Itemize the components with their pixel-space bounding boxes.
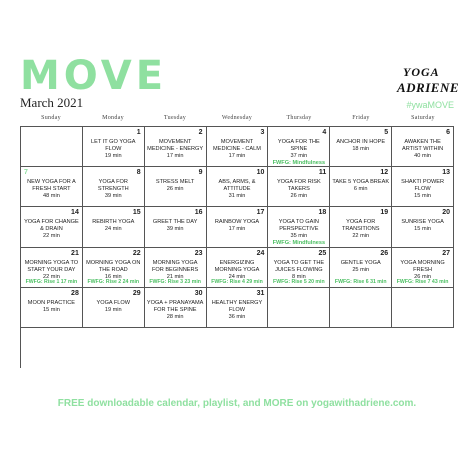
class-info — [270, 219, 327, 247]
day-number: 9 — [198, 169, 203, 177]
calendar-day-cell — [145, 127, 207, 167]
class-duration: 24 min — [104, 226, 122, 233]
class-duration: 25 min — [352, 266, 370, 273]
fwfg-rise-note: FWFG: Rise 7 43 min — [396, 278, 449, 285]
class-info — [23, 179, 80, 200]
day-number: 20 — [442, 209, 450, 217]
class-info — [270, 139, 327, 167]
day-number: 6 — [446, 129, 450, 136]
day-number: 8 — [136, 169, 141, 177]
calendar-day-cell — [83, 127, 145, 167]
weekday-label: Tuesday — [163, 115, 187, 121]
calendar-day-cell — [21, 207, 83, 247]
class-info — [23, 300, 80, 314]
day-number: 26 — [380, 249, 389, 257]
class-info — [85, 139, 142, 160]
class-duration: 8 min — [292, 273, 306, 280]
day-number: 18 — [318, 209, 327, 217]
class-info — [147, 179, 204, 193]
day-number: 21 — [71, 249, 79, 257]
class-name: MORNING YOGA ON THE ROAD — [86, 259, 141, 273]
day-number: 27 — [442, 249, 450, 257]
class-duration: 31 min — [228, 193, 246, 200]
class-duration: 22 min — [43, 273, 60, 280]
class-name: YOGA FOR RISK TAKERS — [276, 179, 321, 193]
class-duration: 22 min — [43, 233, 60, 240]
class-duration: 19 min — [104, 153, 122, 159]
class-name: SHAKTI POWER FLOW — [401, 179, 445, 193]
class-duration: 19 min — [104, 306, 122, 313]
day-number: 28 — [71, 289, 79, 297]
class-info — [332, 179, 389, 193]
day-number: 5 — [384, 129, 389, 136]
fwfg-note: FWFG: Mindfulness — [272, 240, 326, 247]
class-name: GREET THE DAY — [152, 219, 198, 226]
day-number: 19 — [380, 209, 389, 217]
class-duration: 17 min — [228, 153, 246, 159]
class-info — [147, 219, 204, 233]
day-number: 22 — [132, 249, 141, 257]
weekday-label: Saturday — [411, 115, 435, 121]
class-duration: 37 min — [290, 153, 308, 159]
day-number: 7 — [24, 169, 28, 177]
class-duration: 15 min — [43, 306, 60, 313]
calendar-day-cell — [207, 207, 269, 247]
calendar-day-cell — [268, 288, 330, 328]
class-name: LET IT GO YOGA FLOW — [91, 139, 136, 152]
calendar-grid — [20, 126, 454, 368]
calendar-day-cell — [330, 288, 392, 328]
class-duration: 48 min — [43, 193, 60, 200]
fwfg-rise-note: FWFG: Rise 1 17 min — [25, 278, 78, 285]
class-info — [147, 139, 204, 160]
fwfg-rise-note: FWFG: Rise 6 31 min — [334, 278, 387, 285]
calendar-day-cell — [392, 167, 454, 207]
class-name: STRESS MELT — [155, 179, 195, 186]
footer-note: FREE downloadable calendar, playlist, and MORE on yogawithadriene.com. — [57, 398, 417, 409]
day-number: 17 — [256, 209, 265, 217]
class-info — [394, 139, 451, 160]
class-info — [209, 300, 266, 321]
day-number: 31 — [256, 289, 265, 297]
calendar-day-cell — [330, 248, 392, 288]
class-info — [270, 260, 327, 281]
calendar-day-cell — [330, 127, 392, 167]
class-name: MORNING YOGA TO START YOUR DAY — [24, 259, 79, 273]
class-info — [85, 260, 142, 281]
class-duration: 39 min — [104, 193, 122, 200]
class-duration: 26 min — [414, 273, 431, 280]
class-duration: 16 min — [104, 273, 122, 280]
day-number: 2 — [198, 129, 203, 136]
class-info — [394, 260, 451, 281]
day-number: 24 — [256, 249, 265, 257]
class-info — [332, 139, 389, 153]
class-duration: 26 min — [166, 186, 184, 193]
fwfg-rise-note: FWFG: Rise 2 24 min — [87, 278, 140, 285]
class-duration: 18 min — [352, 146, 370, 152]
class-name: MOVEMENT MEDICINE - ENERGY — [147, 139, 204, 152]
class-info — [270, 179, 327, 200]
class-info — [85, 300, 142, 314]
day-number: 12 — [380, 169, 389, 177]
class-duration: 28 min — [166, 313, 184, 320]
calendar-day-cell — [21, 248, 83, 288]
class-name: GENTLE YOGA — [340, 259, 381, 266]
day-number: 10 — [256, 169, 265, 177]
fwfg-rise-note: FWFG: Rise 3 23 min — [149, 278, 201, 285]
calendar-day-cell — [268, 207, 330, 247]
calendar-day-cell — [392, 207, 454, 247]
day-number: 29 — [132, 289, 141, 297]
calendar-day-cell — [83, 248, 145, 288]
calendar-day-cell — [392, 288, 454, 328]
calendar-day-cell — [207, 248, 269, 288]
calendar-day-cell — [392, 127, 454, 167]
weekday-label: Friday — [352, 115, 370, 121]
calendar-day-cell — [21, 288, 83, 328]
calendar-day-cell — [145, 248, 207, 288]
day-number: 25 — [318, 249, 327, 257]
calendar-day-cell — [268, 248, 330, 288]
fwfg-rise-note: FWFG: Rise 4 29 min — [211, 278, 263, 285]
class-duration: 26 min — [290, 193, 308, 200]
class-duration: 6 min — [353, 186, 368, 193]
brand-logo — [397, 65, 460, 100]
class-duration: 21 min — [166, 273, 184, 280]
class-info — [85, 219, 142, 233]
weekday-label: Sunday — [41, 115, 61, 121]
class-duration: 40 min — [414, 153, 431, 159]
calendar-day-cell — [145, 207, 207, 247]
class-name: ENERGIZING MORNING YOGA — [214, 259, 260, 273]
class-name: YOGA MORNING FRESH — [400, 259, 445, 273]
class-name: YOGA FOR THE SPINE — [277, 139, 320, 152]
class-info — [209, 139, 266, 160]
class-name: YOGA TO GET THE JUICES FLOWING — [273, 259, 325, 273]
calendar-day-cell — [330, 207, 392, 247]
class-info — [147, 260, 204, 281]
class-name: ANCHOR IN HOPE — [336, 139, 386, 145]
page-title: MOVE — [20, 53, 168, 99]
calendar-day-cell — [207, 127, 269, 167]
class-info — [332, 219, 389, 240]
class-name: MOON PRACTICE — [27, 299, 76, 306]
month-label: March 2021 — [20, 95, 84, 110]
class-duration: 36 min — [228, 313, 246, 320]
class-duration: 17 min — [228, 226, 246, 233]
class-info — [394, 219, 451, 233]
class-info — [147, 300, 204, 321]
class-info — [23, 260, 80, 281]
class-name: MOVEMENT MEDICINE - CALM — [213, 139, 261, 152]
weekday-label: Monday — [102, 115, 124, 121]
class-info — [394, 179, 451, 200]
calendar-day-cell — [83, 288, 145, 328]
calendar-day-cell — [207, 167, 269, 207]
class-duration: 15 min — [414, 193, 431, 200]
weekday-label: Thursday — [286, 115, 312, 121]
calendar-day-cell — [145, 288, 207, 328]
calendar-day-cell — [21, 167, 83, 207]
fwfg-note: FWFG: Mindfulness — [272, 160, 326, 166]
class-duration: 24 min — [228, 273, 246, 280]
class-info — [209, 219, 266, 233]
class-name: NEW YOGA FOR A FRESH START — [27, 179, 76, 193]
day-number: 23 — [194, 249, 203, 257]
class-duration: 39 min — [166, 226, 184, 233]
calendar-day-cell — [268, 127, 330, 167]
calendar-day-cell — [21, 127, 83, 167]
day-number: 13 — [442, 169, 450, 177]
calendar-day-cell — [145, 167, 207, 207]
day-number: 16 — [194, 209, 203, 217]
class-name: MORNING YOGA FOR BEGINNERS — [151, 259, 199, 273]
day-number: 14 — [71, 209, 79, 217]
calendar-day-cell — [268, 167, 330, 207]
class-name: ABS, ARMS, & ATTITUDE — [218, 179, 256, 193]
day-number: 30 — [194, 289, 203, 297]
day-number: 11 — [318, 169, 327, 177]
day-number: 4 — [322, 129, 327, 136]
weekday-label: Wednesday — [221, 115, 253, 121]
class-name: YOGA TO GAIN PERSPECTIVE — [278, 219, 319, 233]
class-info — [85, 179, 142, 200]
class-duration: 22 min — [352, 233, 370, 240]
day-number: 1 — [136, 129, 141, 136]
class-info — [332, 260, 389, 274]
class-name: REBIRTH YOGA — [92, 219, 135, 226]
calendar-day-cell — [207, 288, 269, 328]
calendar-day-cell — [83, 207, 145, 247]
class-name: YOGA FOR CHANGE & DRAIN — [24, 219, 79, 233]
class-duration: 17 min — [166, 153, 184, 159]
fwfg-rise-note: FWFG: Rise 5 20 min — [273, 278, 325, 285]
class-name: YOGA FOR STRENGTH — [97, 179, 129, 193]
calendar-day-cell — [392, 248, 454, 288]
class-name: TAKE 5 YOGA BREAK — [332, 179, 390, 186]
class-duration: 15 min — [414, 226, 431, 233]
calendar-day-cell — [83, 167, 145, 207]
logo-line-2: ADRIENE — [397, 80, 460, 95]
class-name: YOGA FLOW — [96, 299, 131, 306]
logo-line-1: YOGA — [403, 65, 440, 79]
class-name: RAINBOW YOGA — [214, 219, 260, 226]
hashtag: #ywaMOVE — [406, 100, 454, 110]
day-number: 15 — [132, 209, 141, 217]
calendar-day-cell — [330, 167, 392, 207]
day-number: 3 — [260, 129, 265, 136]
class-name: SUNRISE YOGA — [401, 219, 444, 226]
class-name: HEALTHY ENERGY FLOW — [211, 299, 263, 313]
class-name: YOGA FOR TRANSITIONS — [341, 219, 380, 233]
class-info — [23, 219, 80, 240]
class-info — [209, 179, 266, 200]
class-name: YOGA + PRANAYAMA FOR THE SPINE — [146, 299, 204, 313]
class-info — [209, 260, 266, 281]
class-duration: 35 min — [290, 233, 308, 240]
class-name: AWAKEN THE ARTIST WITHIN — [402, 139, 444, 152]
